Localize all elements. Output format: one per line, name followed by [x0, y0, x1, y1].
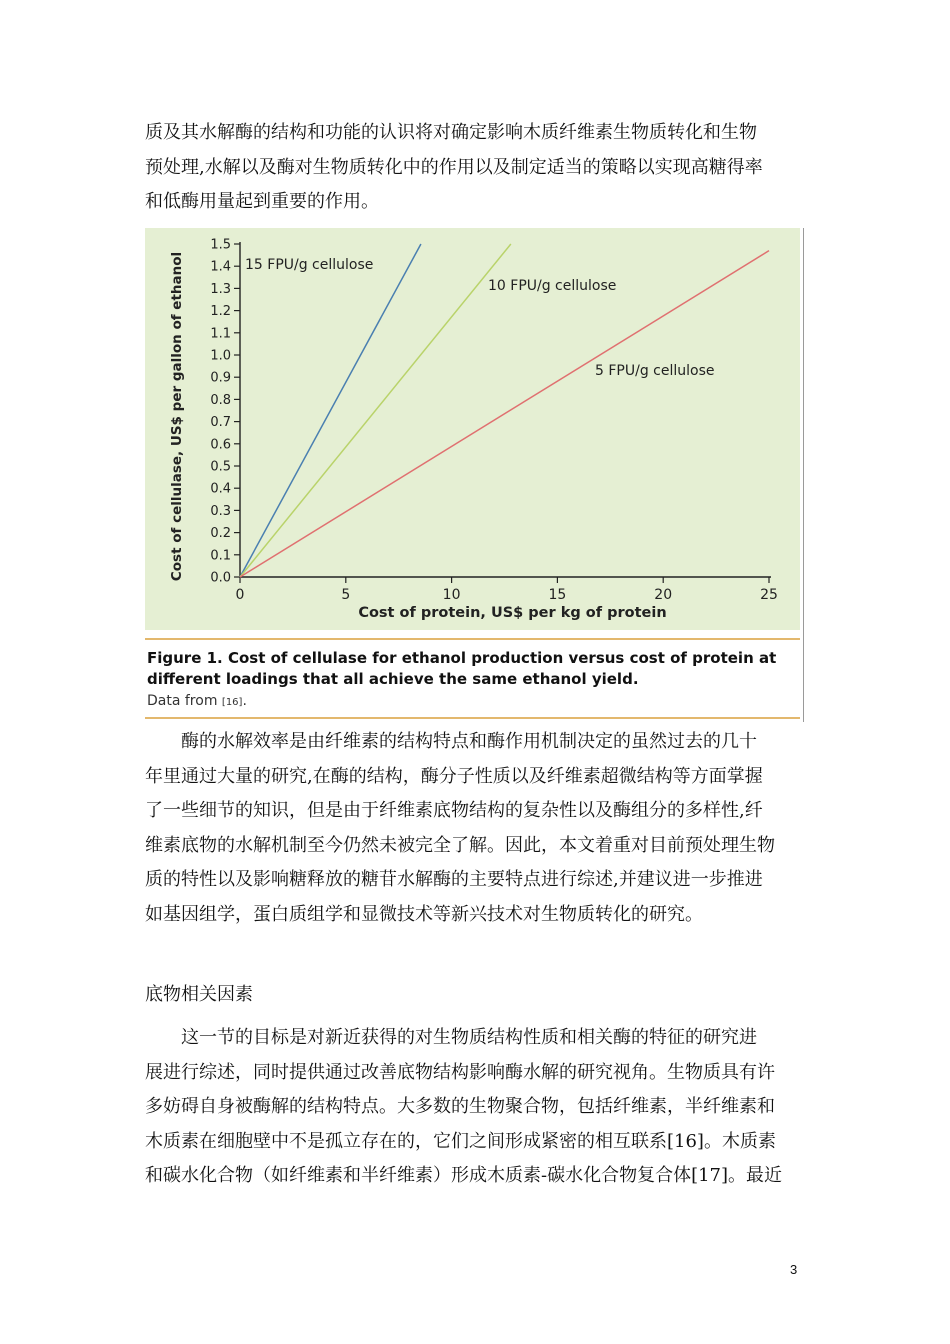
- text-line: 木质素在细胞壁中不是孤立存在的，它们之间形成紧密的相互联系[16]。木质素: [145, 1130, 776, 1152]
- x-tick-label: 5: [341, 587, 351, 603]
- figure-source: [147, 693, 247, 709]
- text-line: 酶的水解效率是由纤维素的结构特点和酶作用机制决定的虽然过去的几十: [181, 731, 757, 752]
- y-tick-label: 0.8: [210, 392, 231, 408]
- y-tick-label: 1.3: [210, 281, 231, 297]
- paragraph-mechanism: [145, 725, 810, 932]
- text-line: 预处理,水解以及酶对生物质转化中的作用以及制定适当的策略以实现高糖得率: [145, 156, 763, 178]
- figure-1: [145, 228, 805, 722]
- series-label: 5 FPU/g cellulose: [595, 363, 715, 379]
- y-tick-label: 1.1: [210, 326, 231, 342]
- source-end: .: [242, 693, 247, 709]
- text-line: 这一节的目标是对新近获得的对生物质结构性质和相关酶的特征的研究进: [181, 1027, 757, 1048]
- series-line: [240, 244, 511, 577]
- text-line: 了一些细节的知识，但是由于纤维素底物结构的复杂性以及酶组分的多样性,纤: [145, 800, 763, 821]
- y-tick-label: 1.5: [210, 237, 231, 253]
- y-tick-label: 0.6: [210, 437, 231, 453]
- series-label: 15 FPU/g cellulose: [245, 257, 374, 273]
- caption-line: Figure 1. Cost of cellulase for ethanol production versus cost of protein at: [147, 649, 777, 667]
- text-line: 质的特性以及影响糖释放的糖苷水解酶的主要特点进行综述,并建议进一步推进: [145, 869, 763, 890]
- text-line: 展进行综述，同时提供通过改善底物结构影响酶水解的研究视角。生物质具有许: [145, 1061, 775, 1083]
- figure-border: [803, 228, 804, 722]
- y-tick-label: 0.0: [210, 570, 231, 586]
- y-tick-label: 0.4: [210, 481, 231, 497]
- caption-line: different loadings that all achieve the same ethanol yield.: [147, 670, 639, 688]
- series-label: 10 FPU/g cellulose: [488, 278, 617, 294]
- series-line: [240, 244, 421, 577]
- series-line: [240, 251, 769, 577]
- y-tick-label: 0.9: [210, 370, 231, 386]
- y-tick-label: 0.2: [210, 526, 231, 542]
- y-tick-label: 1.0: [210, 348, 231, 364]
- page-number: 3: [790, 1262, 798, 1277]
- paragraph-intro: [145, 116, 810, 220]
- y-tick-label: 0.1: [210, 548, 231, 564]
- text-line: 维素底物的水解机制至今仍然未被完全了解。因此，本文着重对目前预处理生物: [145, 834, 775, 856]
- source-text: Data from: [147, 693, 222, 709]
- caption-rule: [145, 717, 800, 719]
- caption-rule: [145, 638, 800, 640]
- section-heading: 底物相关因素: [145, 984, 253, 1005]
- y-tick-label: 1.2: [210, 304, 231, 320]
- text-line: 和碳水化合物（如纤维素和半纤维素）形成木质素-碳水化合物复合体[17]。最近: [145, 1165, 783, 1186]
- text-line: 和低酶用量起到重要的作用。: [145, 191, 379, 212]
- x-tick-label: 25: [760, 587, 778, 603]
- text-line: 如基因组学，蛋白质组学和显微技术等新兴技术对生物质转化的研究。: [145, 903, 703, 925]
- x-tick-label: 0: [235, 587, 245, 603]
- text-line: 多妨碍自身被酶解的结构特点。大多数的生物聚合物，包括纤维素，半纤维素和: [145, 1096, 775, 1117]
- y-axis-label: Cost of cellulase, US$ per gallon of ethanol: [169, 251, 185, 582]
- x-tick-label: 20: [654, 587, 673, 603]
- cellulase-cost-chart: [145, 228, 800, 630]
- x-tick-label: 15: [548, 587, 567, 603]
- y-tick-label: 0.7: [210, 415, 231, 431]
- y-tick-label: 0.3: [210, 503, 231, 519]
- y-tick-label: 0.5: [210, 459, 231, 475]
- x-tick-label: 10: [442, 587, 461, 603]
- figure-caption: [147, 648, 802, 690]
- y-tick-label: 1.4: [210, 259, 231, 275]
- text-line: 质及其水解酶的结构和功能的认识将对确定影响木质纤维素生物质转化和生物: [145, 122, 757, 143]
- source-ref: [16]: [221, 697, 243, 708]
- text-line: 年里通过大量的研究,在酶的结构，酶分子性质以及纤维素超微结构等方面掌握: [145, 765, 763, 787]
- x-axis-label: Cost of protein, US$ per kg of protein: [358, 605, 667, 621]
- paragraph-substrate: [145, 1021, 810, 1194]
